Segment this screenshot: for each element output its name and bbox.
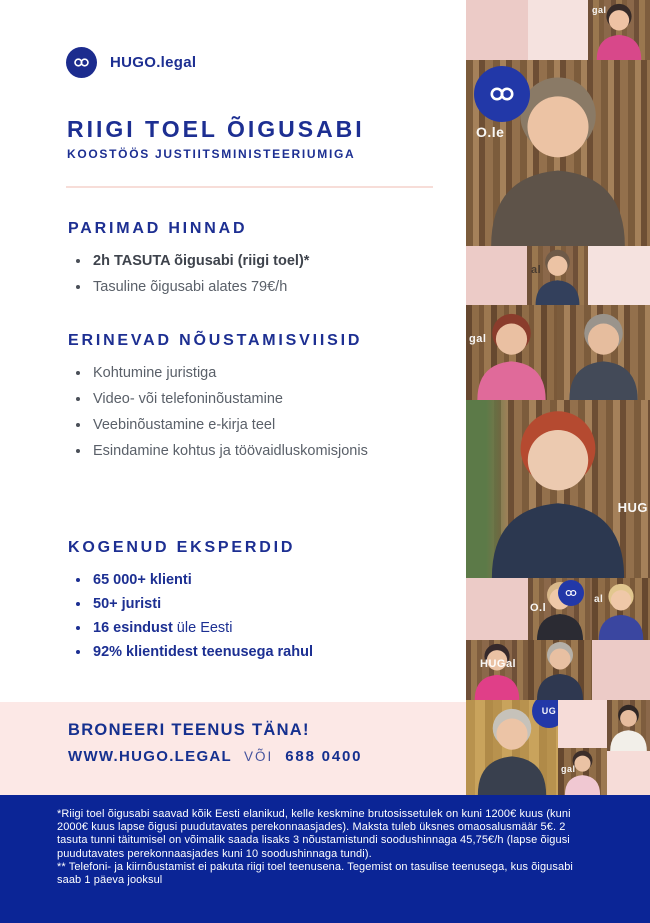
- photo-tile-gray-haired-man: [466, 700, 558, 795]
- bullet-text-bold: 50+ juristi: [93, 596, 162, 612]
- bullet-text-bold: 92% klientidest teenusega rahul: [93, 644, 313, 660]
- photo-tile-woman-dark-hair-pink: [466, 640, 528, 700]
- person-silhouette-icon: [557, 305, 650, 400]
- color-block-rose: [592, 640, 650, 700]
- footnote-1: *Riigi toel õigusabi saavad kõik Eesti elanikud, kelle keskmine brutosissetulek on kuni 1200€ kuus (kuni 2000€ kuus lapse õigusi puudutavates perekonnaasjades). Maksta tuleb üksnes omaosalusmäär 5€. 2 tasuta tunni täitumisel on võimalik saada lisaks 3 nõustamistundi soodushinnaga 45,75€/h (lapse õigusi puudutavates perekonnaasjades kuni 10 soodushinnaga tundi).: [57, 808, 571, 860]
- sign-label: UG: [541, 706, 557, 716]
- photo-tile-man-red-tie: [528, 640, 592, 700]
- cta-band: [0, 702, 466, 795]
- sign-label: HUGal: [480, 658, 517, 670]
- person-silhouette-icon: [607, 700, 650, 751]
- brand-logo: [66, 47, 196, 78]
- person-silhouette-icon: [466, 640, 528, 700]
- bullet-list: [68, 573, 458, 660]
- color-block-pink: [607, 751, 650, 795]
- footnote-2: ** Telefoni- ja kiirnõustamist ei pakuta riigi toel teenusena. Tegemist on tasulise teenusega, kus õigusabi saab 1 päeva jooksul: [57, 860, 573, 886]
- color-block-rose: [466, 246, 527, 305]
- sign-label: gal: [469, 333, 487, 345]
- list-item: [68, 645, 458, 660]
- color-block-rose: [466, 0, 528, 60]
- sign-label: HUG: [617, 500, 648, 515]
- color-block-pink: [558, 700, 607, 748]
- list-item: [68, 392, 458, 407]
- photo-tile-woman-pink-sweater: [466, 305, 557, 400]
- person-silhouette-icon: [592, 578, 650, 640]
- person-silhouette-icon: [528, 640, 592, 700]
- list-item: [68, 254, 458, 269]
- sign-label: O.l: [530, 602, 547, 614]
- footer-band: [0, 795, 650, 923]
- photo-tile-woman-pink-blazer: [588, 0, 650, 60]
- cta-contact-line: [68, 748, 362, 765]
- bullet-text: Video- või telefoninõustamine: [93, 391, 283, 407]
- page-title: RIIGI TOEL ÕIGUSABI: [67, 116, 365, 142]
- section-experienced-experts: [68, 539, 458, 669]
- photo-tile-woman-curly-dark-hair: [607, 700, 650, 751]
- color-block-light-rose: [588, 246, 650, 305]
- section-best-prices: [68, 220, 458, 306]
- cta-website: WWW.HUGO.LEGAL: [68, 748, 233, 765]
- photo-tile-curly-blonde-woman: [592, 578, 650, 640]
- cta-phone-number: 688 0400: [285, 748, 363, 765]
- footnotes: [57, 808, 573, 887]
- bullet-text: Kohtumine juristiga: [93, 365, 217, 381]
- list-item: [68, 573, 458, 588]
- person-silhouette-icon: [466, 400, 650, 578]
- color-block-rose: [466, 578, 528, 640]
- list-item: [68, 366, 458, 381]
- sign-label: O.le: [476, 124, 505, 140]
- list-item: [68, 597, 458, 612]
- bullet-list: [68, 366, 458, 459]
- section-heading: PARIMAD HINNAD: [68, 220, 248, 237]
- list-item: [68, 418, 458, 433]
- hugo-logo-icon: [66, 47, 97, 78]
- bullet-list: [68, 254, 458, 295]
- list-item: [68, 621, 458, 636]
- sign-label: al: [531, 264, 542, 276]
- cta-headline: BRONEERI TEENUS TÄNA!: [68, 721, 310, 739]
- photo-tile-woman-red-hair: [466, 400, 650, 578]
- list-item: [68, 444, 458, 459]
- photo-tile-woman-long-dark-hair: [558, 748, 607, 795]
- photo-tile-blonde-woman: [528, 578, 592, 640]
- list-item: [68, 280, 458, 295]
- hugo-sign-logo-icon: [474, 66, 530, 122]
- hugo-sign-logo-icon: [558, 580, 584, 606]
- photo-collage: [466, 0, 650, 795]
- bullet-text: Veebinõustamine e-kirja teel: [93, 417, 276, 433]
- brand-name: HUGO.legal: [110, 54, 197, 71]
- section-heading: ERINEVAD NÕUSTAMISVIISID: [68, 332, 363, 349]
- bullet-text-bold: 65 000+ klienti: [93, 572, 192, 588]
- sign-label: gal: [592, 5, 607, 15]
- bullet-text: Tasuline õigusabi alates 79€/h: [93, 279, 288, 295]
- sign-label: gal: [561, 764, 576, 774]
- photo-tile-man-brown-suit: [466, 60, 650, 246]
- section-consultation-types: [68, 332, 458, 470]
- section-heading: KOGENUD EKSPERDID: [68, 539, 296, 556]
- photo-tile-bearded-man: [557, 305, 650, 400]
- bullet-text: Esindamine kohtus ja töövaidluskomisjonis: [93, 443, 368, 459]
- page-subtitle: KOOSTÖÖS JUSTIITSMINISTEERIUMIGA: [67, 147, 356, 161]
- bullet-text-bold: 16 esindust: [93, 620, 173, 636]
- bullet-text-bold: 2h TASUTA õigusabi (riigi toel)*: [93, 253, 310, 269]
- photo-tile-man-glasses: [527, 246, 588, 305]
- cta-conjunction: VÕI: [244, 749, 274, 764]
- person-silhouette-icon: [466, 305, 557, 400]
- color-block-light-rose: [528, 0, 588, 60]
- divider: [66, 186, 433, 188]
- sign-label: al: [594, 594, 604, 605]
- bullet-text: üle Eesti: [172, 620, 233, 636]
